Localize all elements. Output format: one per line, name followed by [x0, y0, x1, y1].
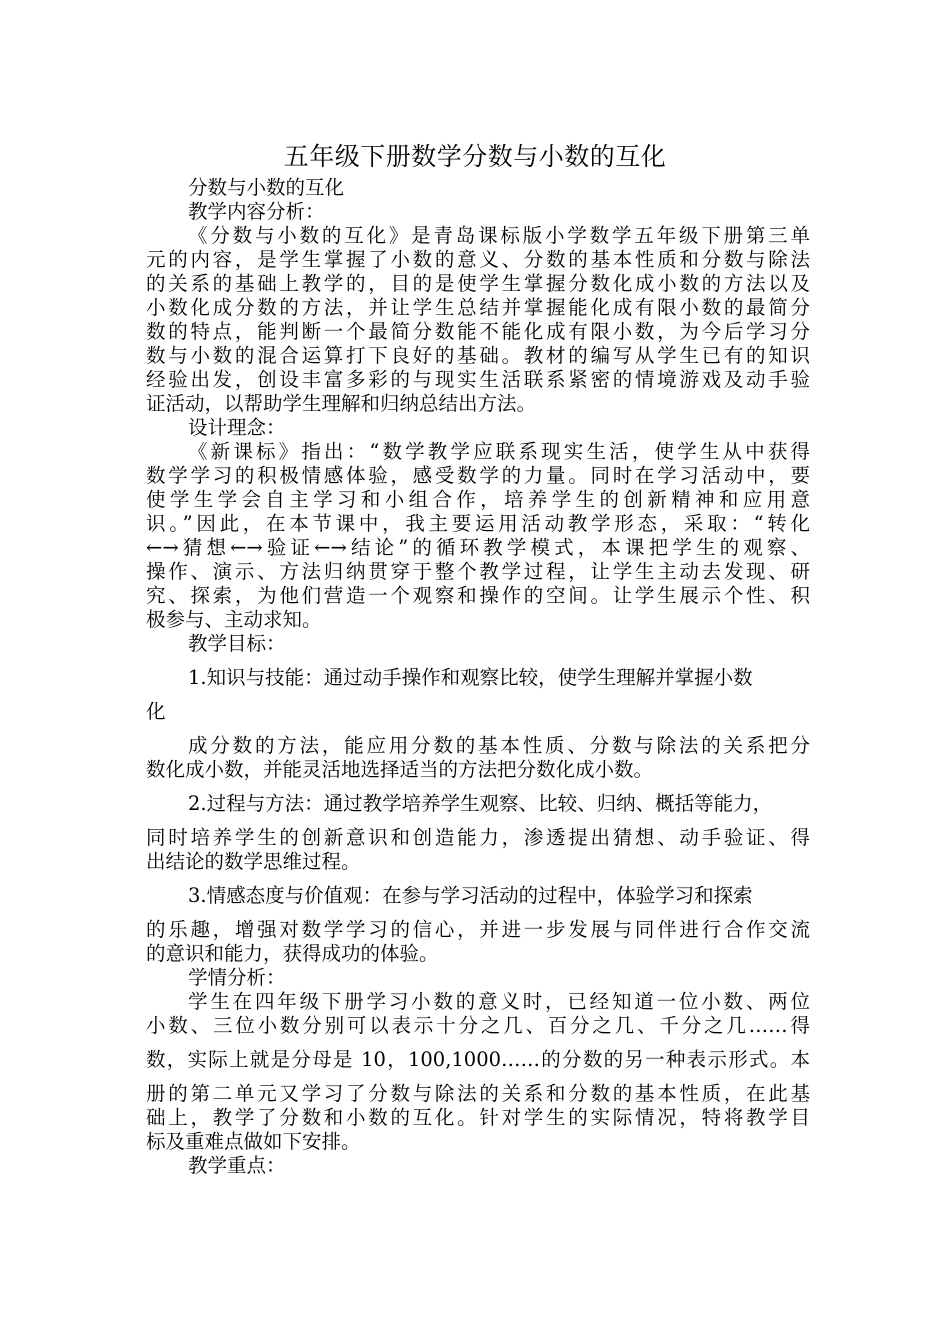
paragraph-line: 《分数与小数的互化》是青岛课标版小学数学五年级下册第三单	[188, 224, 810, 247]
paragraph-line: 数化成小数，并能灵活地选择适当的方法把分数化成小数。	[146, 758, 654, 781]
content-analysis-label: 教学内容分析：	[188, 200, 325, 223]
paragraph-line: 册的第二单元又学习了分数与除法的关系和分数的基本性质，在此基	[146, 1082, 810, 1105]
paragraph-line: 使学生学会自主学习和小组合作，培养学生的创新精神和应用意	[146, 488, 810, 511]
paragraph-line: 证活动，以帮助学生理解和归纳总结出方法。	[146, 392, 537, 415]
paragraph-line: 同时培养学生的创新意识和创造能力，渗透提出猜想、动手验证、得	[146, 826, 810, 849]
paragraph-line: 小数、三位小数分别可以表示十分之几、百分之几、千分之几……得	[146, 1014, 810, 1037]
paragraph-line: 的关系的基础上教学的，目的是使学生掌握分数化成小数的方法以及	[146, 272, 810, 295]
paragraph-line: 的意识和能力，获得成功的体验。	[146, 942, 439, 965]
goal-1-wrap: 化	[146, 700, 166, 723]
document-title: 五年级下册数学分数与小数的互化	[283, 142, 667, 171]
paragraph-line: 识。”因此，在本节课中，我主要运用活动教学形态，采取：“转化	[146, 512, 810, 535]
paragraph-line: 《新课标》指出：“数学教学应联系现实生活，使学生从中获得	[188, 440, 810, 463]
paragraph-line: 元的内容，是学生掌握了小数的意义、分数的基本性质和分数与除法	[146, 248, 810, 271]
paragraph-line: ←→猜想←→验证←→结论”的循环教学模式，本课把学生的观察、	[146, 536, 810, 559]
goal-3-first-line: 3.情感态度与价值观：在参与学习活动的过程中，体验学习和探索	[188, 884, 753, 907]
design-label: 设计理念：	[188, 416, 286, 439]
design-paragraph	[146, 440, 810, 632]
key-points-label: 教学重点：	[188, 1154, 286, 1177]
paragraph-line: 础上，教学了分数和小数的互化。针对学生的实际情况，特将教学目	[146, 1106, 810, 1129]
paragraph-line: 成分数的方法，能应用分数的基本性质、分数与除法的关系把分	[188, 734, 810, 757]
content-analysis-paragraph	[146, 224, 810, 416]
paragraph-line: 操作、演示、方法归纳贯穿于整个教学过程，让学生主动去发现、研	[146, 560, 810, 583]
paragraph-line: 标及重难点做如下安排。	[146, 1130, 361, 1153]
goal-1-first-line: 1.知识与技能：通过动手操作和观察比较，使学生理解并掌握小数	[188, 666, 753, 689]
paragraph-line: 极参与、主动求知。	[146, 608, 322, 631]
paragraph-line: 数的特点，能判断一个最简分数能不能化成有限小数，为今后学习分	[146, 320, 810, 343]
goal-2-first-line: 2.过程与方法：通过教学培养学生观察、比较、归纳、概括等能力，	[188, 792, 773, 815]
situation-label: 学情分析：	[188, 966, 286, 989]
paragraph-line: 出结论的数学思维过程。	[146, 850, 361, 873]
paragraph-line: 数，实际上就是分母是 10，100,1000……的分数的另一种表示形式。本	[146, 1048, 810, 1071]
paragraph-line: 究、探索，为他们营造一个观察和操作的空间。让学生展示个性、积	[146, 584, 810, 607]
paragraph-line: 的乐趣，增强对数学学习的信心，并进一步发展与同伴进行合作交流	[146, 918, 810, 941]
paragraph-line: 数与小数的混合运算打下良好的基础。教材的编写从学生已有的知识	[146, 344, 810, 367]
paragraph-line: 学生在四年级下册学习小数的意义时，已经知道一位小数、两位	[188, 990, 810, 1013]
goals-label: 教学目标：	[188, 632, 286, 655]
section-heading: 分数与小数的互化	[188, 176, 345, 199]
paragraph-line: 数学学习的积极情感体验，感受数学的力量。同时在学习活动中，要	[146, 464, 810, 487]
paragraph-line: 经验出发，创设丰富多彩的与现实生活联系紧密的情境游戏及动手验	[146, 368, 810, 391]
paragraph-line: 小数化成分数的方法，并让学生总结并掌握能化成有限小数的最简分	[146, 296, 810, 319]
document-body	[146, 176, 810, 1178]
